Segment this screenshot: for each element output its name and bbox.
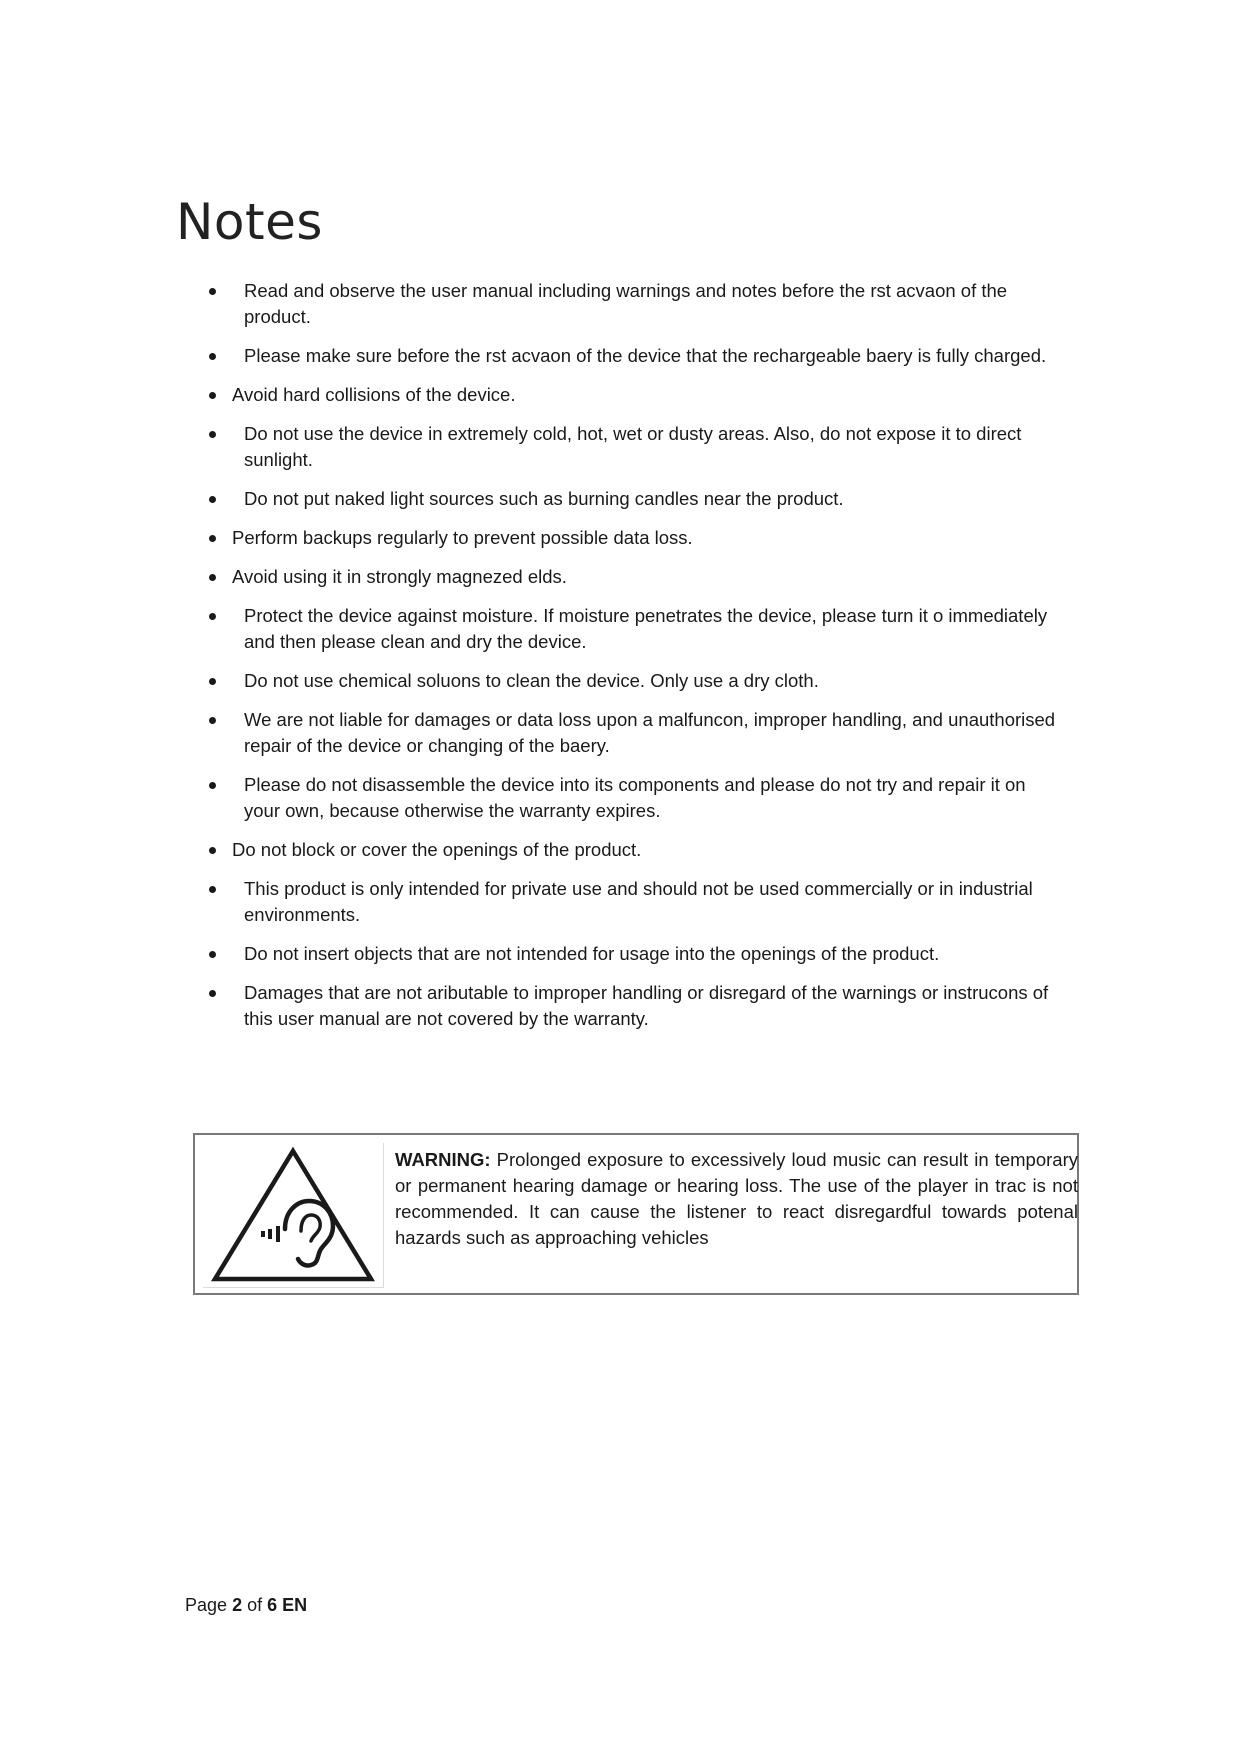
note-text: Avoid hard collisions of the device. bbox=[232, 384, 516, 405]
bullet-icon bbox=[209, 951, 216, 958]
bullet-icon bbox=[209, 717, 216, 724]
page-word: Page bbox=[185, 1595, 228, 1615]
note-text: Do not use chemical soluons to clean the device. Only use a dry cloth. bbox=[244, 670, 819, 691]
list-item bbox=[205, 980, 1065, 1032]
list-item bbox=[205, 525, 1065, 551]
note-text: Please make sure before the rst acvaon of the device that the rechargeable baery is fully charged. bbox=[244, 345, 1047, 366]
notes-list bbox=[205, 278, 1065, 1045]
list-item bbox=[205, 941, 1065, 967]
bullet-icon bbox=[209, 990, 216, 997]
warning-label: WARNING: bbox=[395, 1149, 491, 1170]
page-footer bbox=[185, 1593, 307, 1617]
of-word: of bbox=[247, 1595, 263, 1615]
note-text: This product is only intended for private use and should not be used commercially or in industrial environments. bbox=[244, 878, 1033, 925]
bullet-icon bbox=[209, 353, 216, 360]
hearing-warning-icon bbox=[205, 1145, 381, 1285]
bullet-icon bbox=[209, 886, 216, 893]
bullet-icon bbox=[209, 535, 216, 542]
page-total: 6 bbox=[267, 1595, 278, 1615]
note-text: Perform backups regularly to prevent possible data loss. bbox=[232, 527, 693, 548]
note-text: Avoid using it in strongly magnezed elds. bbox=[232, 566, 567, 587]
note-text: Read and observe the user manual including warnings and notes before the rst acvaon of the product. bbox=[244, 280, 1008, 327]
bullet-icon bbox=[209, 574, 216, 581]
note-text: Protect the device against moisture. If moisture penetrates the device, please turn it o immediately and then please clean and dry the device. bbox=[244, 605, 1048, 652]
note-text: We are not liable for damages or data loss upon a malfuncon, improper handling, and unauthorised repair of the device or changing of the baery. bbox=[244, 709, 1056, 756]
bullet-icon bbox=[209, 847, 216, 854]
warning-icon-cell bbox=[203, 1143, 384, 1288]
warning-text bbox=[395, 1147, 1078, 1251]
note-text: Do not block or cover the openings of the product. bbox=[232, 839, 642, 860]
note-text: Do not insert objects that are not intended for usage into the openings of the product. bbox=[244, 943, 940, 964]
list-item bbox=[205, 603, 1065, 655]
list-item bbox=[205, 564, 1065, 590]
note-text: Do not put naked light sources such as burning candles near the product. bbox=[244, 488, 844, 509]
list-item bbox=[205, 837, 1065, 863]
list-item bbox=[205, 421, 1065, 473]
note-text: Please do not disassemble the device into its components and please do not try and repair it on your own, because otherwise the warranty expires. bbox=[244, 774, 1026, 821]
bullet-icon bbox=[209, 613, 216, 620]
list-item bbox=[205, 772, 1065, 824]
bullet-icon bbox=[209, 392, 216, 399]
list-item bbox=[205, 707, 1065, 759]
page-title: Notes bbox=[176, 193, 323, 251]
language-code: EN bbox=[282, 1595, 308, 1615]
warning-box bbox=[193, 1133, 1079, 1295]
list-item bbox=[205, 343, 1065, 369]
list-item bbox=[205, 668, 1065, 694]
list-item bbox=[205, 486, 1065, 512]
list-item bbox=[205, 876, 1065, 928]
note-text: Damages that are not aributable to improper handling or disregard of the warnings or instrucons of this user manual are not covered by the warranty. bbox=[244, 982, 1049, 1029]
list-item bbox=[205, 278, 1065, 330]
bullet-icon bbox=[209, 782, 216, 789]
page-current: 2 bbox=[232, 1595, 243, 1615]
bullet-icon bbox=[209, 678, 216, 685]
warning-body: Prolonged exposure to excessively loud music can result in temporary or permanent hearing damage or hearing loss. The use of the player in trac is not recommended. It can cause the listener to react disregardful towards potenal hazards such as approaching vehicles bbox=[395, 1149, 1078, 1248]
note-text: Do not use the device in extremely cold, hot, wet or dusty areas. Also, do not expose it to direct sunlight. bbox=[244, 423, 1022, 470]
bullet-icon bbox=[209, 496, 216, 503]
bullet-icon bbox=[209, 288, 216, 295]
bullet-icon bbox=[209, 431, 216, 438]
list-item bbox=[205, 382, 1065, 408]
